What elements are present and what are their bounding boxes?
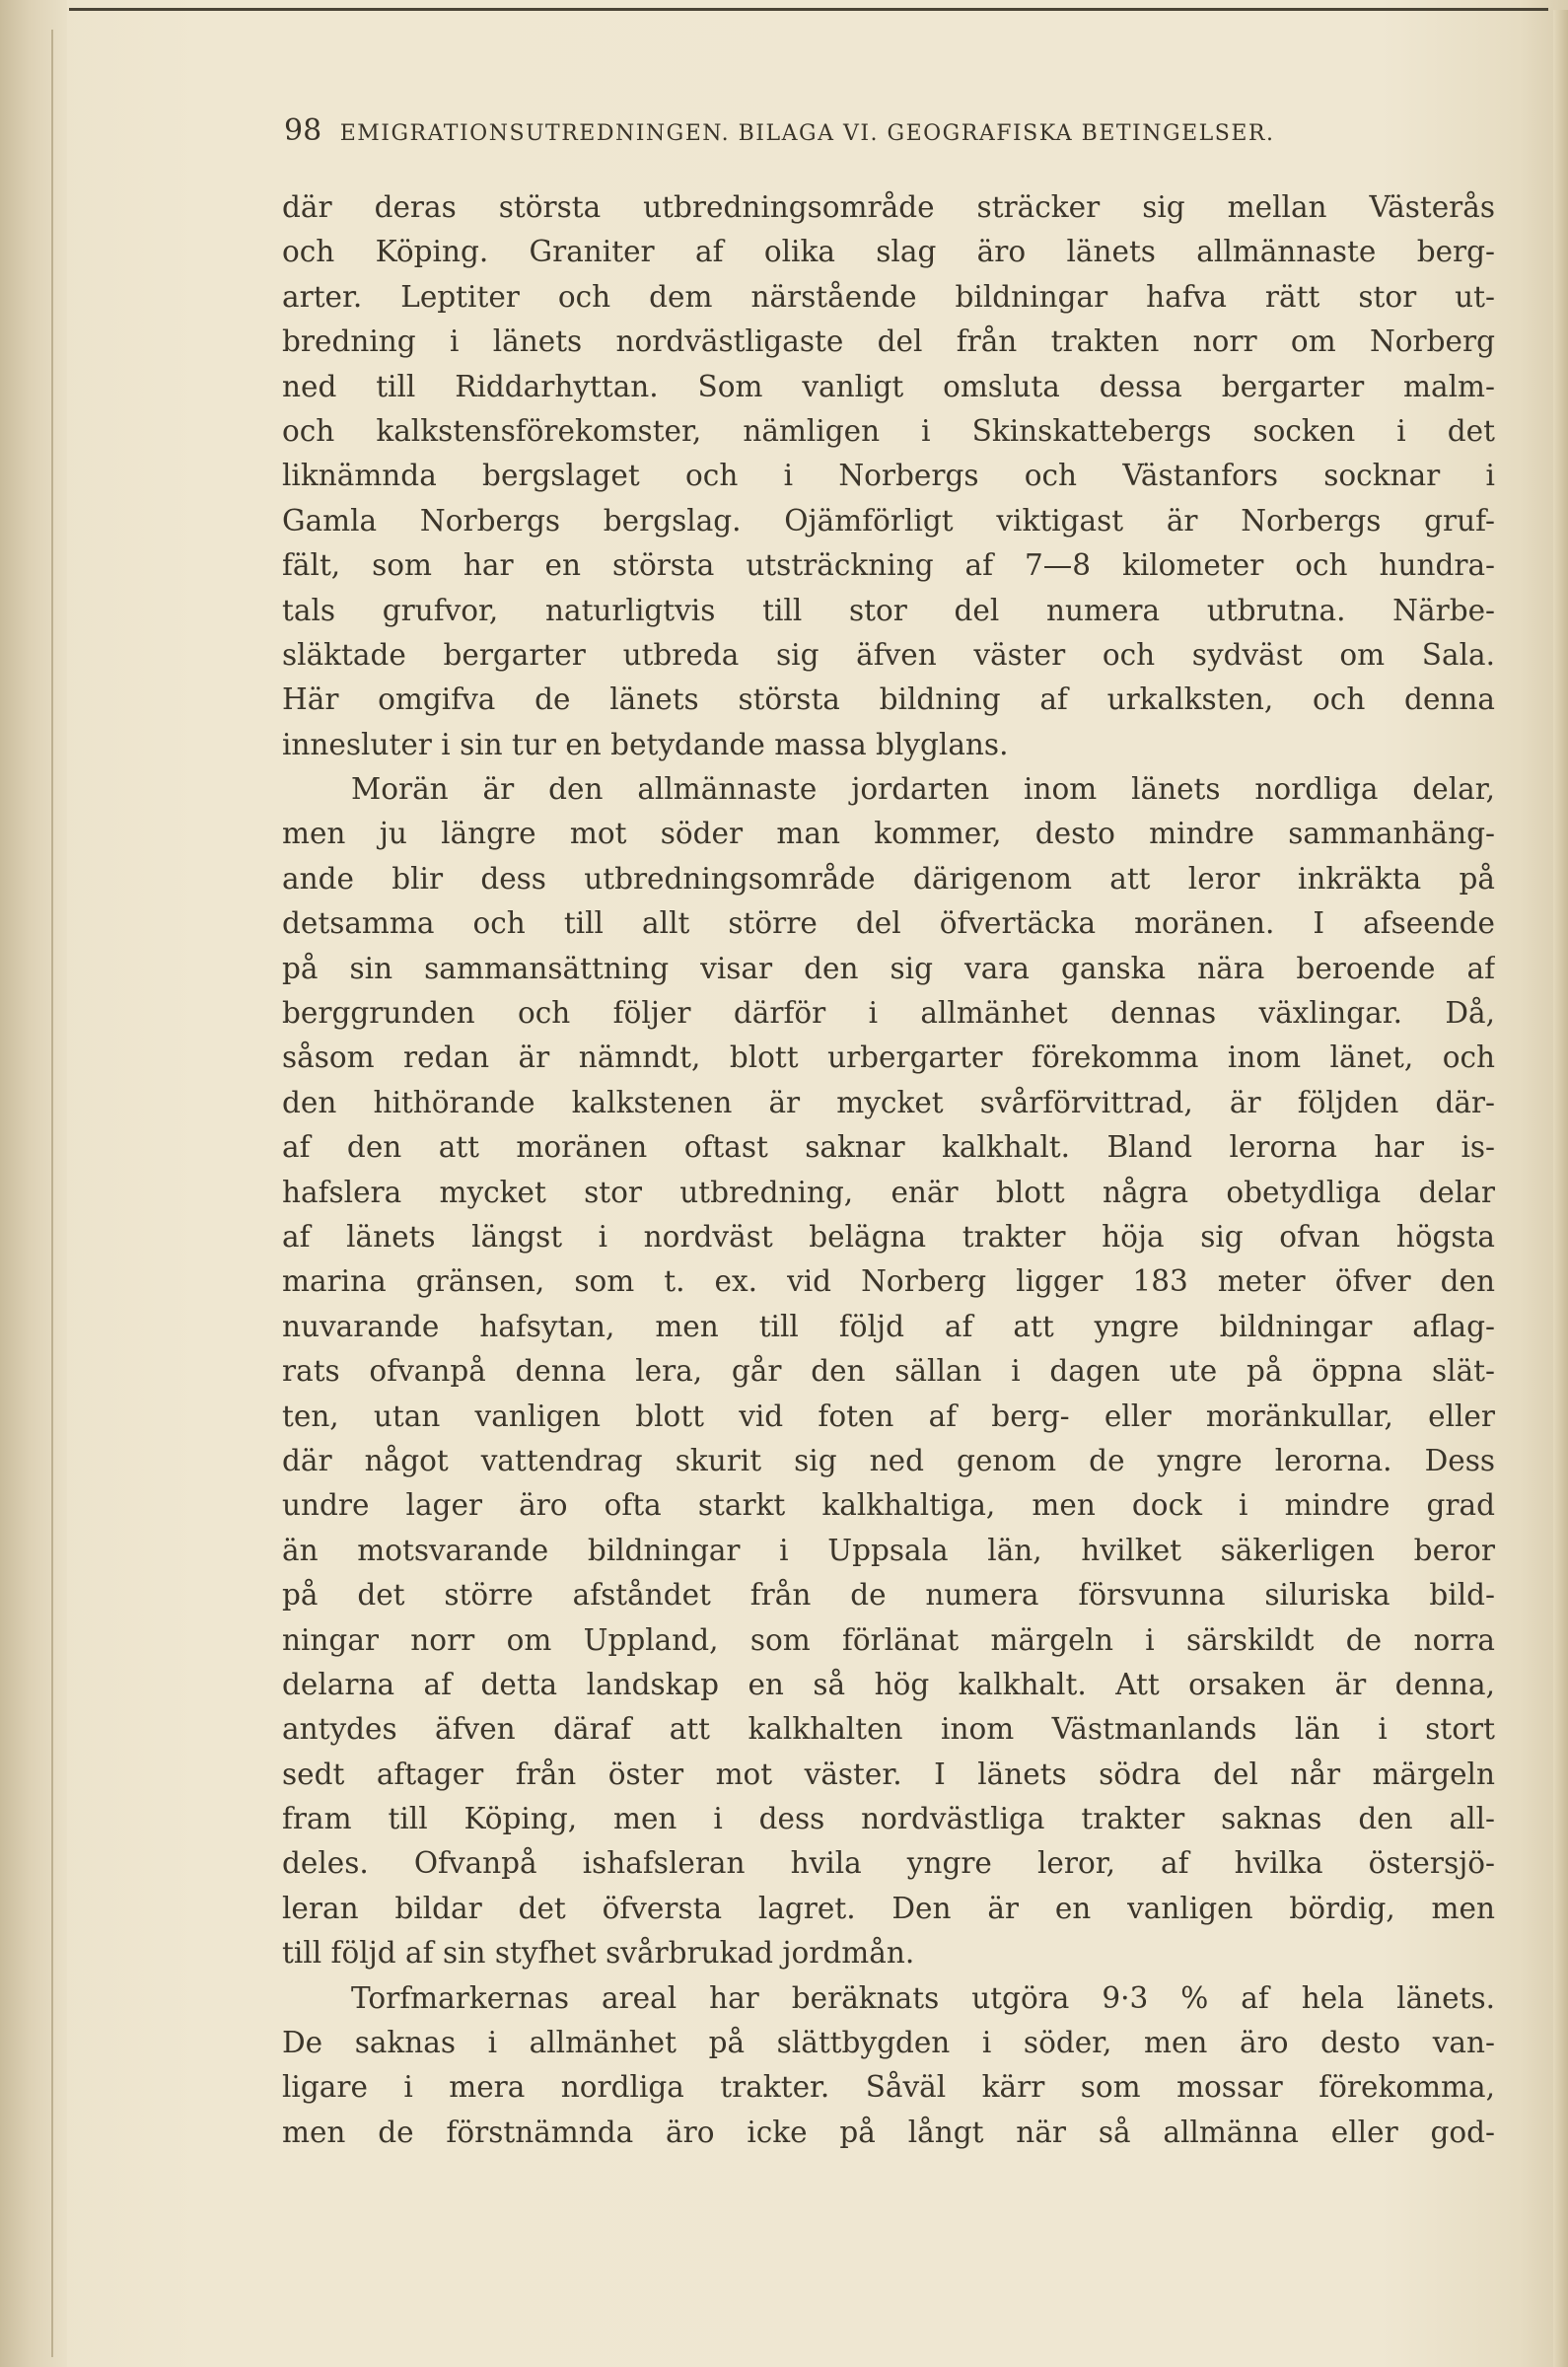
text-line: af länets längst i nordväst belägna trakter höja sig ofvan högsta: [282, 1219, 1495, 1254]
paragraph-end-line: innesluter i sin tur en betydande massa blyglans.: [282, 727, 1009, 761]
gutter-shadow-line: [51, 30, 53, 2357]
text-line: och Köping. Graniter af olika slag äro länets allmännaste berg-: [282, 235, 1495, 269]
text-line: där något vattendrag skurit sig ned genom de yngre lerorna. Dess: [282, 1443, 1495, 1477]
text-line: hafslera mycket stor utbredning, enär blott några obetydliga delar: [282, 1175, 1495, 1209]
text-line: antydes äfven däraf att kalkhalten inom Västmanlands län i stort: [282, 1712, 1495, 1747]
text-line: deles. Ofvanpå ishafsleran hvila yngre leror, af hvilka östersjö-: [282, 1846, 1495, 1881]
text-line: ligare i mera nordliga trakter. Såväl kärr som mossar förekomma,: [282, 2070, 1495, 2105]
text-line: af den att moränen oftast saknar kalkhalt. Bland lerorna har is-: [282, 1130, 1495, 1165]
text-line: men de förstnämnda äro icke på långt när så allmänna eller god-: [282, 2115, 1495, 2149]
page-number: 98: [284, 113, 322, 148]
body-text: [282, 185, 1495, 2155]
text-line: arter. Leptiter och dem närstående bildningar hafva rätt stor ut-: [282, 279, 1495, 314]
paragraph-start-line: Torfmarkernas areal har beräknats utgöra 9·3 % af hela länets.: [351, 1980, 1495, 2015]
paragraph-start-line: Morän är den allmännaste jordarten inom länets nordliga delar,: [351, 772, 1495, 807]
text-line: marina gränsen, som t. ex. vid Norberg ligger 183 meter öfver den: [282, 1264, 1495, 1299]
text-line: såsom redan är nämndt, blott urbergarter förekomma inom länet, och: [282, 1040, 1495, 1075]
text-line: ningar norr om Uppland, som förlänat märgeln i särskildt de norra: [282, 1622, 1495, 1657]
text-line: den hithörande kalkstenen är mycket svårförvittrad, är följden där-: [282, 1085, 1495, 1119]
paragraph-end-line: till följd af sin styfhet svårbrukad jordmån.: [282, 1936, 915, 1971]
text-line: Gamla Norbergs bergslag. Ojämförligt viktigast är Norbergs gruf-: [282, 503, 1495, 538]
text-line: fram till Köping, men i dess nordvästliga trakter saknas den all-: [282, 1802, 1495, 1836]
text-line: leran bildar det öfversta lagret. Den är en vanligen bördig, men: [282, 1891, 1495, 1925]
text-line: tals grufvor, naturligtvis till stor del numera utbrutna. Närbe-: [282, 593, 1495, 627]
text-line: berggrunden och följer därför i allmänhet dennas växlingar. Då,: [282, 996, 1495, 1031]
text-line: sedt aftager från öster mot väster. I länets södra del når märgeln: [282, 1757, 1495, 1791]
text-line: på det större afståndet från de numera försvunna siluriska bild-: [282, 1578, 1495, 1613]
text-line: men ju längre mot söder man kommer, desto mindre sammanhäng-: [282, 817, 1495, 851]
text-line: släktade bergarter utbreda sig äfven väster och sydväst om Sala.: [282, 637, 1495, 672]
text-line: där deras största utbredningsområde sträcker sig mellan Västerås: [282, 190, 1495, 224]
text-line: undre lager äro ofta starkt kalkhaltiga, men dock i mindre grad: [282, 1488, 1495, 1523]
text-line: liknämnda bergslaget och i Norbergs och Västanfors socknar i: [282, 459, 1495, 493]
text-line: De saknas i allmänhet på slättbygden i söder, men äro desto van-: [282, 2026, 1495, 2060]
running-header: [284, 113, 1497, 153]
page-edge: [1553, 10, 1568, 2367]
text-line: rats ofvanpå denna lera, går den sällan i dagen ute på öppna slät-: [282, 1354, 1495, 1389]
text-line: ande blir dess utbredningsområde därigenom att leror inkräkta på: [282, 861, 1495, 896]
binding-gutter: [0, 0, 67, 2367]
text-line: på sin sammansättning visar den sig vara ganska nära beroende af: [282, 951, 1495, 985]
text-line: ned till Riddarhyttan. Som vanligt omsluta dessa bergarter malm-: [282, 369, 1495, 403]
text-line: Här omgifva de länets största bildning af urkalksten, och denna: [282, 682, 1495, 717]
text-line: än motsvarande bildningar i Uppsala län, hvilket säkerligen beror: [282, 1533, 1495, 1567]
text-line: ten, utan vanligen blott vid foten af berg- eller moränkullar, eller: [282, 1399, 1495, 1433]
running-title: EMIGRATIONSUTREDNINGEN. BILAGA VI. GEOGRAFISKA BETINGELSER.: [339, 121, 1275, 146]
text-line: bredning i länets nordvästligaste del från trakten norr om Norberg: [282, 324, 1495, 359]
text-line: detsamma och till allt större del öfvertäcka moränen. I afseende: [282, 906, 1495, 941]
text-line: och kalkstensförekomster, nämligen i Skinskattebergs socken i det: [282, 413, 1495, 448]
text-line: nuvarande hafsytan, men till följd af att yngre bildningar aflag-: [282, 1309, 1495, 1343]
text-line: fält, som har en största utsträckning af 7—8 kilometer och hundra-: [282, 548, 1495, 583]
top-rule: [69, 8, 1548, 11]
text-line: delarna af detta landskap en så hög kalkhalt. Att orsaken är denna,: [282, 1667, 1495, 1701]
